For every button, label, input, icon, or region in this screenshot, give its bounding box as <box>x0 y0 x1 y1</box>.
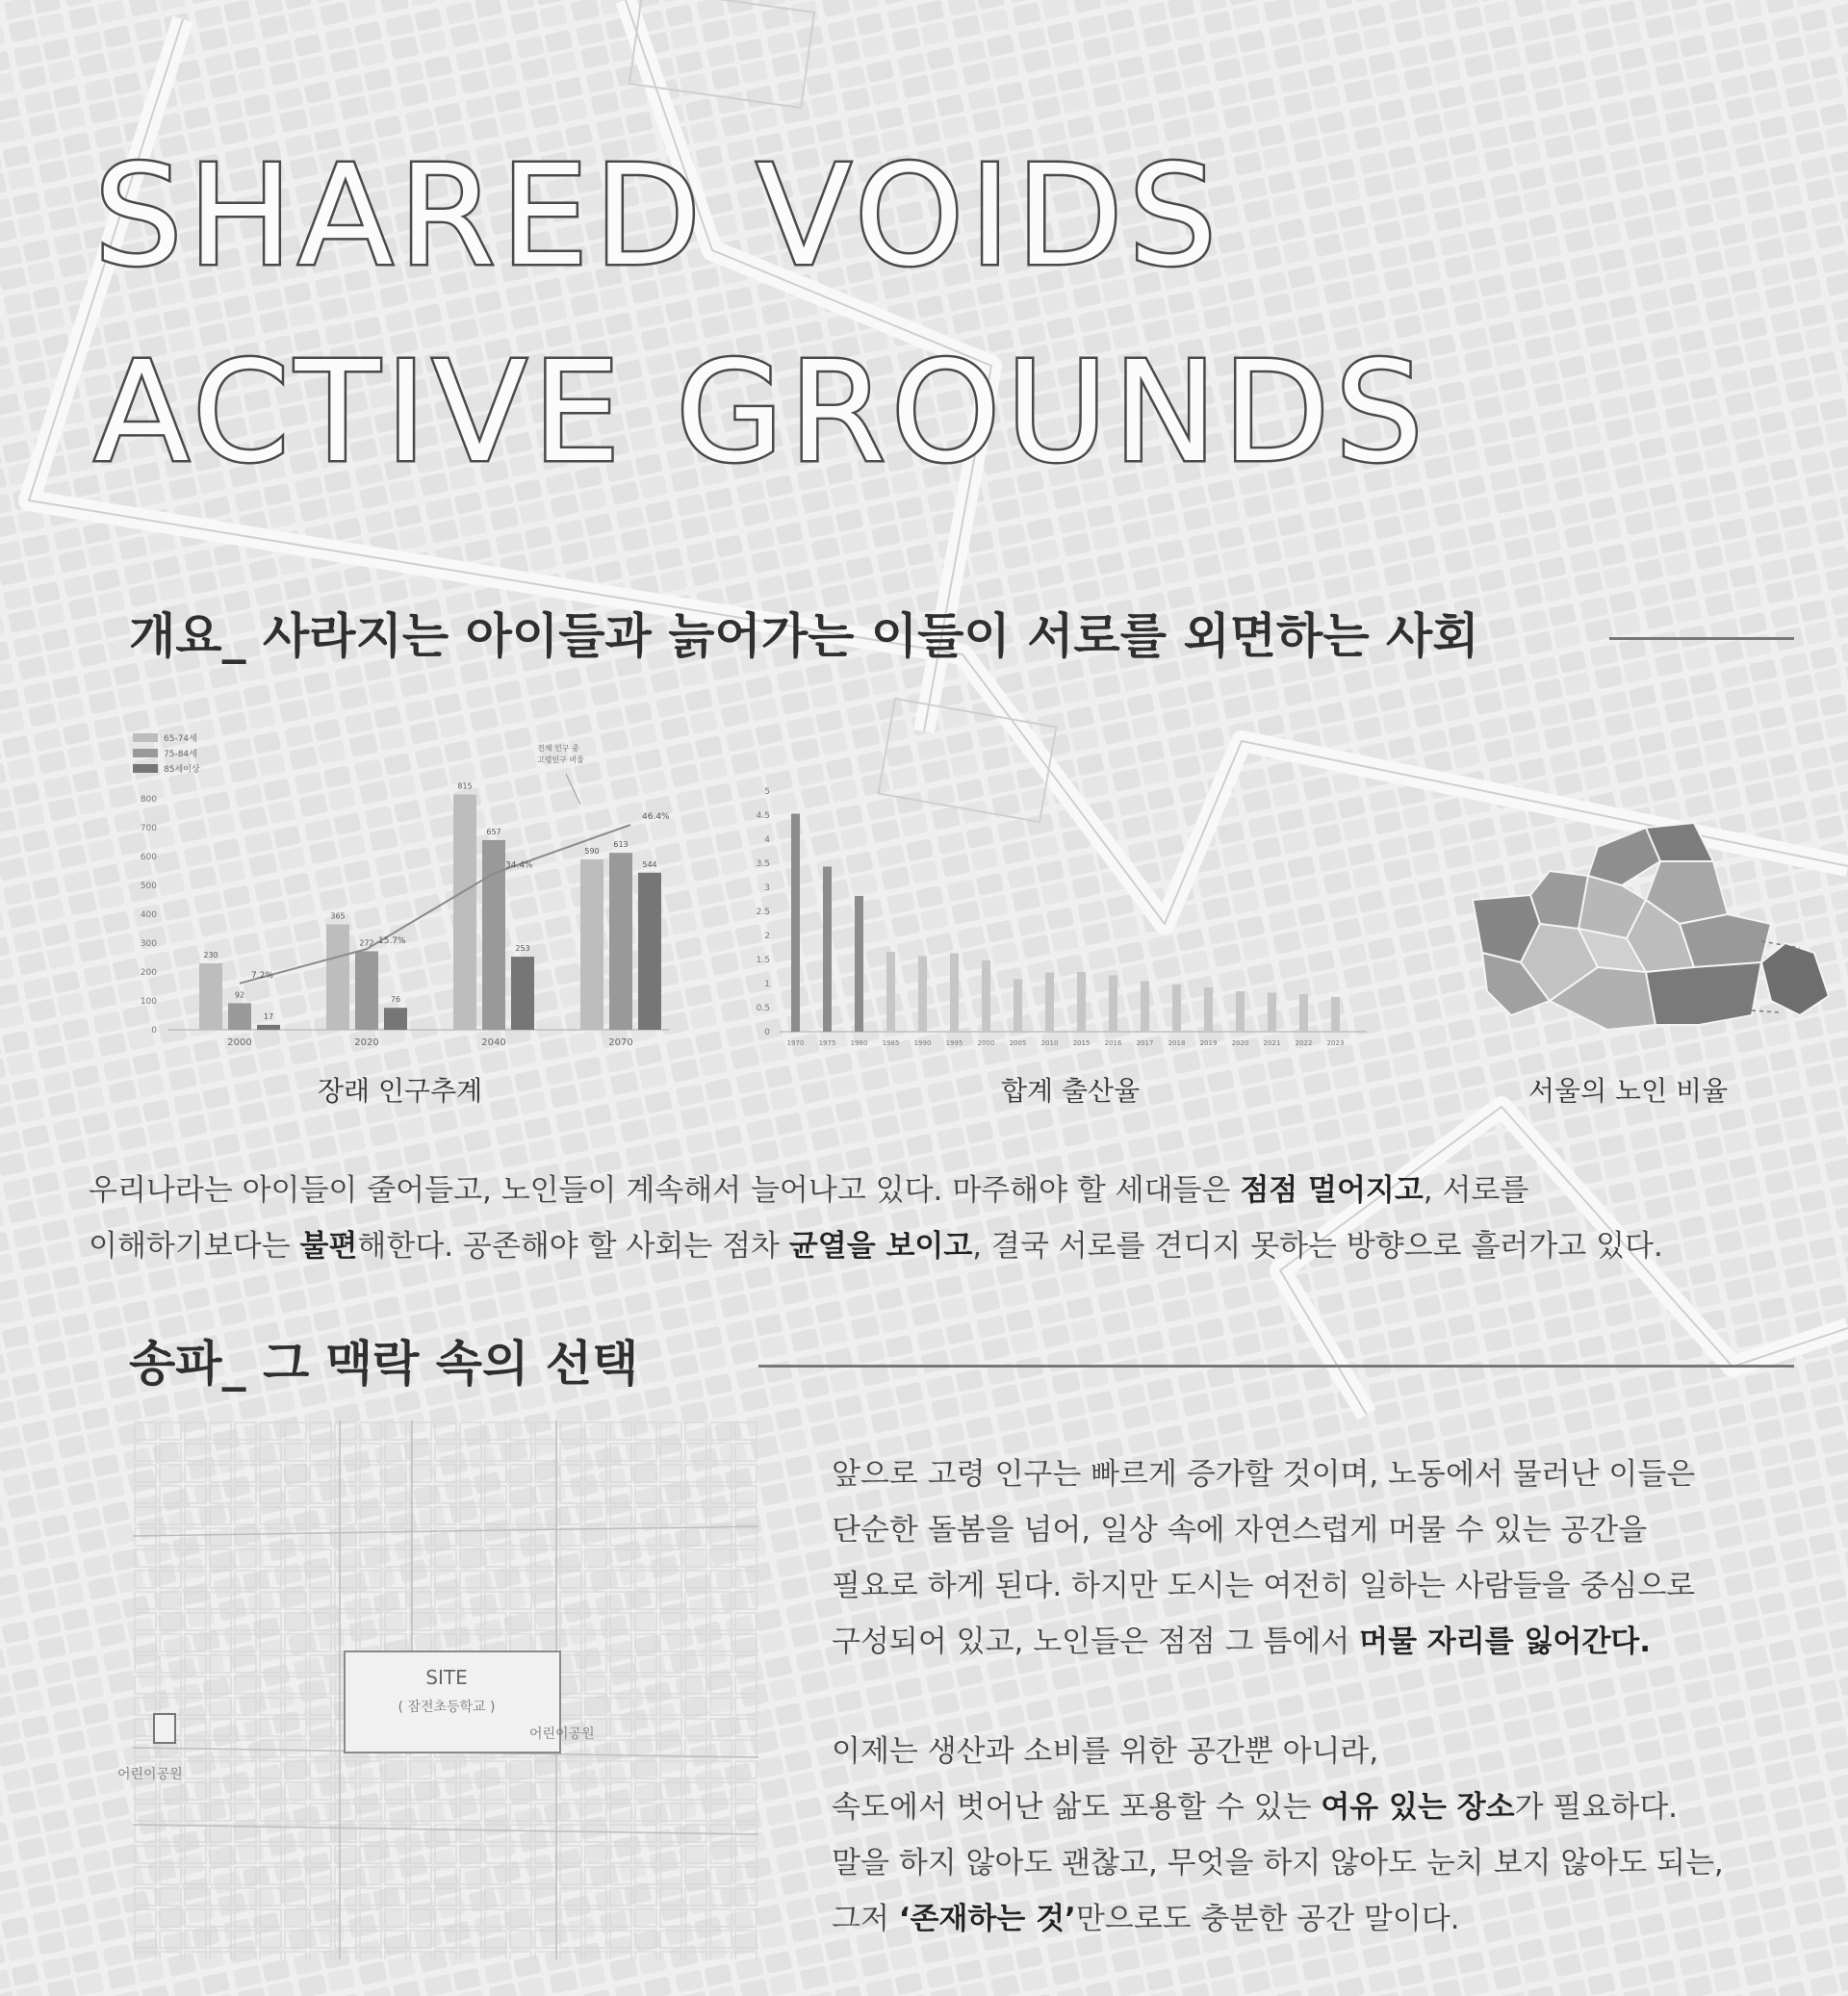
emphasis-text: ‘존재하는 것’ <box>898 1902 1076 1936</box>
y-tick-label: 0 <box>764 1028 770 1037</box>
overview-paragraph <box>89 1163 1663 1274</box>
emphasis-text: 점점 멀어지고 <box>1240 1173 1424 1208</box>
x-tick-label: 1990 <box>913 1039 932 1047</box>
text-run: , 결국 서로를 견디지 못하는 방향으로 흘러가고 있다. <box>972 1229 1663 1264</box>
bar-value-label: 230 <box>203 951 218 960</box>
x-tick-label: 1970 <box>786 1039 805 1047</box>
bar <box>1236 991 1245 1032</box>
y-tick-label: 400 <box>140 910 157 920</box>
bar-value-label: 365 <box>330 911 346 921</box>
site-label: SITE <box>425 1666 468 1689</box>
bar-value-label: 815 <box>457 781 473 791</box>
text-run: 이제는 생산과 소비를 위한 공간뿐 아니라, <box>832 1734 1379 1769</box>
paragraph-line <box>832 1558 1724 1614</box>
bar <box>823 867 832 1033</box>
left-park-marker <box>154 1714 175 1743</box>
bar <box>886 952 895 1032</box>
x-tick-label: 2016 <box>1104 1039 1122 1047</box>
bar <box>950 954 959 1033</box>
birth-rate-chart <box>741 780 1376 1059</box>
bar <box>453 795 476 1031</box>
x-tick-label: 2023 <box>1326 1039 1345 1047</box>
paragraph-line <box>89 1218 1663 1274</box>
y-tick-label: 3.5 <box>756 859 770 869</box>
y-tick-label: 4.5 <box>756 811 770 821</box>
legend-swatch <box>133 749 158 757</box>
bar <box>1141 982 1149 1033</box>
bar-value-label: 657 <box>486 827 501 836</box>
x-tick-label: 2010 <box>1040 1039 1059 1047</box>
text-run: 그저 <box>832 1902 899 1936</box>
y-tick-label: 500 <box>140 882 157 891</box>
x-tick-label: 1975 <box>818 1039 836 1047</box>
songpa-district <box>1761 943 1829 1015</box>
population-chart-caption: 장래 인구추계 <box>318 1075 483 1107</box>
bar <box>1077 972 1086 1032</box>
x-tick-label: 2019 <box>1199 1039 1218 1047</box>
y-tick-label: 700 <box>140 824 157 833</box>
overview-heading: 개요_ 사라지는 아이들과 늙어가는 이들이 서로를 외면하는 사회 <box>129 608 1479 664</box>
x-tick-label: 2005 <box>1009 1039 1027 1047</box>
bar <box>384 1008 407 1030</box>
x-tick-label: 2000 <box>977 1039 995 1047</box>
legend-swatch <box>133 764 158 773</box>
emphasis-text: 균열을 보이고 <box>788 1229 973 1264</box>
bar <box>609 853 632 1030</box>
title-line-1: SHARED VOIDS <box>94 135 1222 296</box>
x-tick-label: 2040 <box>481 1037 506 1048</box>
paragraph-line <box>832 1835 1724 1891</box>
paragraph-line <box>832 1502 1724 1558</box>
bar <box>982 960 990 1032</box>
y-tick-label: 100 <box>140 997 157 1007</box>
ratio-label: 34.4% <box>505 860 533 871</box>
seoul-district <box>1646 962 1761 1025</box>
y-tick-label: 4 <box>764 835 770 845</box>
x-tick-label: 1995 <box>945 1039 963 1047</box>
bar <box>257 1025 280 1030</box>
birth-rate-chart-caption: 합계 출산율 <box>1001 1075 1141 1107</box>
bar <box>1331 997 1340 1032</box>
y-tick-label: 0 <box>151 1026 157 1036</box>
park-left-label: 어린이공원 <box>117 1767 183 1782</box>
context-heading-rule <box>758 1365 1794 1368</box>
x-tick-label: 2018 <box>1168 1039 1186 1047</box>
y-tick-label: 800 <box>140 795 157 805</box>
text-run: , 서로를 <box>1423 1173 1529 1208</box>
emphasis-text: 머물 자리를 잃어간다. <box>1359 1625 1651 1659</box>
y-tick-label: 1.5 <box>756 956 770 965</box>
x-tick-label: 2000 <box>227 1037 252 1048</box>
bar-value-label: 253 <box>515 944 530 954</box>
bar-value-label: 76 <box>390 995 401 1005</box>
y-tick-label: 2.5 <box>756 908 770 917</box>
bar <box>326 925 349 1031</box>
bar-value-label: 17 <box>263 1011 274 1021</box>
ratio-line-name: 고령인구 비율 <box>537 755 584 764</box>
bar-value-label: 590 <box>584 847 600 856</box>
legend-swatch <box>133 733 158 742</box>
paragraph-line <box>832 1614 1724 1670</box>
ratio-label: 15.7% <box>378 936 406 947</box>
y-tick-label: 2 <box>764 932 770 941</box>
x-tick-label: 1980 <box>850 1039 868 1047</box>
ratio-label: 7.2% <box>251 970 273 981</box>
y-tick-label: 200 <box>140 968 157 978</box>
y-tick-label: 300 <box>140 939 157 949</box>
text-run: 우리나라는 아이들이 줄어들고, 노인들이 계속해서 늘어나고 있다. 마주해야 할 세대들은 <box>89 1173 1241 1208</box>
bar <box>511 957 534 1030</box>
paragraph-line <box>832 1724 1724 1779</box>
text-run: 속도에서 벗어난 삶도 포용할 수 있는 <box>832 1790 1322 1825</box>
paragraph-line <box>832 1779 1724 1835</box>
bar <box>1172 985 1181 1032</box>
x-tick-label: 2017 <box>1136 1039 1154 1047</box>
bar <box>918 957 927 1033</box>
bar <box>199 963 222 1030</box>
bar-value-label: 272 <box>359 938 374 948</box>
x-tick-label: 2070 <box>608 1037 633 1048</box>
x-tick-label: 1985 <box>882 1039 900 1047</box>
legend-label: 85세이상 <box>164 765 200 775</box>
context-paragraph <box>832 1446 1724 1947</box>
paragraph-line <box>89 1163 1663 1218</box>
paragraph-line <box>832 1446 1724 1502</box>
x-tick-label: 2020 <box>354 1037 379 1048</box>
text-run: 단순한 돌봄을 넘어, 일상 속에 자연스럽게 머물 수 있는 공간을 <box>832 1513 1648 1548</box>
text-run: 말을 하지 않아도 괜찮고, 무엇을 하지 않아도 눈치 보지 않아도 되는, <box>832 1846 1724 1881</box>
y-tick-label: 0.5 <box>756 1004 770 1013</box>
text-run: 해한다. 공존해야 할 사회는 점차 <box>357 1229 789 1264</box>
legend-label: 65-74세 <box>164 734 197 744</box>
text-run: 가 필요하다. <box>1514 1790 1679 1825</box>
x-tick-label: 2015 <box>1072 1039 1091 1047</box>
bar <box>580 859 603 1030</box>
x-tick-label: 2022 <box>1295 1039 1313 1047</box>
text-run: 이해하기보다는 <box>89 1229 300 1264</box>
bar <box>1299 994 1308 1032</box>
ratio-line-name: 전체 인구 중 <box>537 744 579 753</box>
y-tick-label: 5 <box>764 787 770 797</box>
population-chart <box>125 722 683 1059</box>
emphasis-text: 불편 <box>299 1229 358 1264</box>
ratio-line <box>240 825 630 984</box>
bar <box>355 951 378 1030</box>
park-right-label: 어린이공원 <box>529 1727 595 1742</box>
seoul-map-caption: 서울의 노인 비율 <box>1528 1075 1729 1107</box>
school-label: ( 잠전초등학교 ) <box>398 1700 496 1715</box>
bar <box>1014 980 1022 1033</box>
paragraph-line <box>832 1891 1724 1947</box>
ratio-label: 46.4% <box>642 812 670 823</box>
bar-value-label: 92 <box>234 990 245 1000</box>
x-tick-label: 2021 <box>1263 1039 1281 1047</box>
bar <box>855 896 863 1032</box>
site-plan-map <box>117 1420 758 1959</box>
text-run: 필요로 하게 된다. 하지만 도시는 여전히 일하는 사람들을 중심으로 <box>832 1569 1696 1603</box>
seoul-district <box>1680 914 1771 967</box>
y-tick-label: 1 <box>764 980 770 989</box>
bar <box>791 814 800 1033</box>
bar <box>1268 993 1276 1033</box>
bar <box>228 1003 251 1030</box>
bar <box>482 840 505 1030</box>
seoul-map <box>1453 808 1838 1049</box>
x-tick-label: 2020 <box>1231 1039 1249 1047</box>
text-run: 앞으로 고령 인구는 빠르게 증가할 것이며, 노동에서 물러난 이들은 <box>832 1457 1696 1492</box>
overview-heading-rule <box>1609 637 1794 640</box>
context-heading: 송파_ 그 맥락 속의 선택 <box>129 1336 639 1392</box>
legend-label: 75-84세 <box>164 750 197 759</box>
bar <box>1109 976 1117 1033</box>
bar <box>1045 973 1054 1033</box>
y-tick-label: 3 <box>764 883 770 893</box>
y-tick-label: 600 <box>140 853 157 862</box>
bar <box>638 873 661 1030</box>
title-line-2: ACTIVE GROUNDS <box>94 331 1429 493</box>
text-run: 만으로도 충분한 공간 말이다. <box>1075 1902 1460 1936</box>
text-run: 구성되어 있고, 노인들은 점점 그 틈에서 <box>832 1625 1360 1659</box>
bar <box>1204 987 1213 1032</box>
bar-value-label: 613 <box>613 840 629 850</box>
emphasis-text: 여유 있는 장소 <box>1321 1790 1515 1825</box>
bar-value-label: 544 <box>642 859 657 869</box>
ratio-line-pointer <box>566 774 580 805</box>
